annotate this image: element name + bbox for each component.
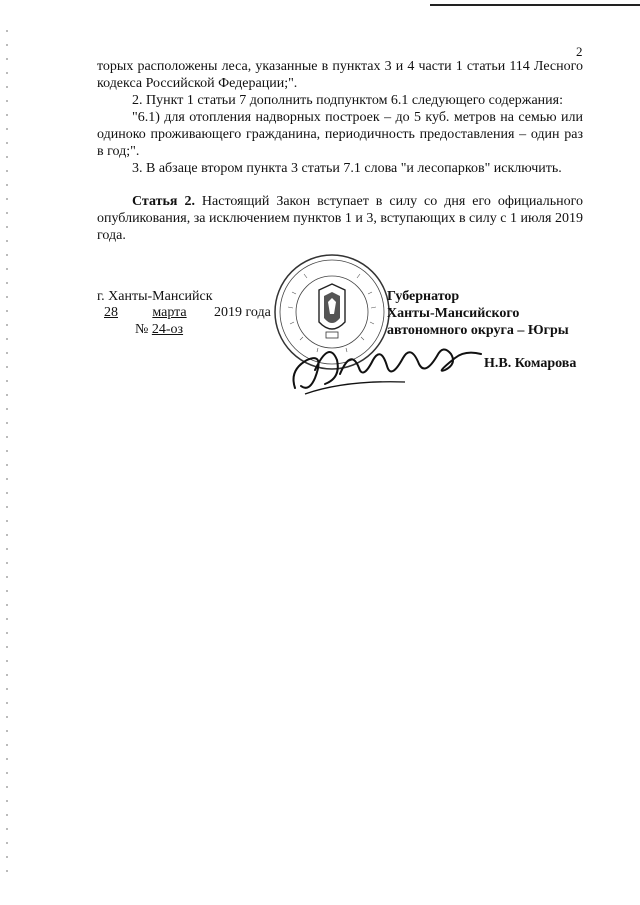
article-2-text: Настоящий Закон вступает в силу со дня его официального опубликования, за исключением пунктов 1 и 3, вступающих в силу с 1 июля 2019 года.: [97, 194, 583, 243]
paragraph-item-2: 2. Пункт 1 статьи 7 дополнить подпунктом 6.1 следующего содержания:: [132, 93, 563, 108]
date-day: 28: [104, 305, 118, 320]
date-month: марта: [152, 305, 187, 320]
scan-edge-line: [430, 4, 640, 6]
law-number-line: [135, 322, 183, 338]
spacer: [97, 177, 583, 193]
article-2-heading: Статья 2.: [132, 194, 195, 209]
law-number: 24-оз: [151, 322, 184, 337]
law-body: [97, 58, 583, 244]
paragraph-quote-6-1: "6.1) для отопления надворных построек – до 5 куб. метров на семью или одиноко проживающего гражданина, периодичность предоставления – один раз в год;".: [97, 110, 583, 159]
handwritten-signature-icon: [285, 330, 485, 400]
governor-title: Губернатор Ханты-Мансийского автономного округа – Югры: [387, 289, 569, 338]
article-2: [97, 193, 583, 244]
city-name: г. Ханты-Мансийск: [97, 289, 213, 304]
paragraph-continuation: торых расположены леса, указанные в пунктах 3 и 4 части 1 статьи 114 Лесного кодекса Российской Федерации;".: [97, 59, 583, 91]
scan-margin-marks: [6, 30, 8, 875]
paragraph-item-3: 3. В абзаце втором пункта 3 статьи 7.1 слова "и лесопарков" исключить.: [132, 161, 562, 176]
date-year: 2019 года: [214, 305, 271, 320]
number-sign: №: [135, 322, 149, 337]
signer-name: Н.В. Комарова: [484, 356, 577, 371]
date-line: [97, 305, 271, 321]
page-number: 2: [576, 44, 583, 59]
